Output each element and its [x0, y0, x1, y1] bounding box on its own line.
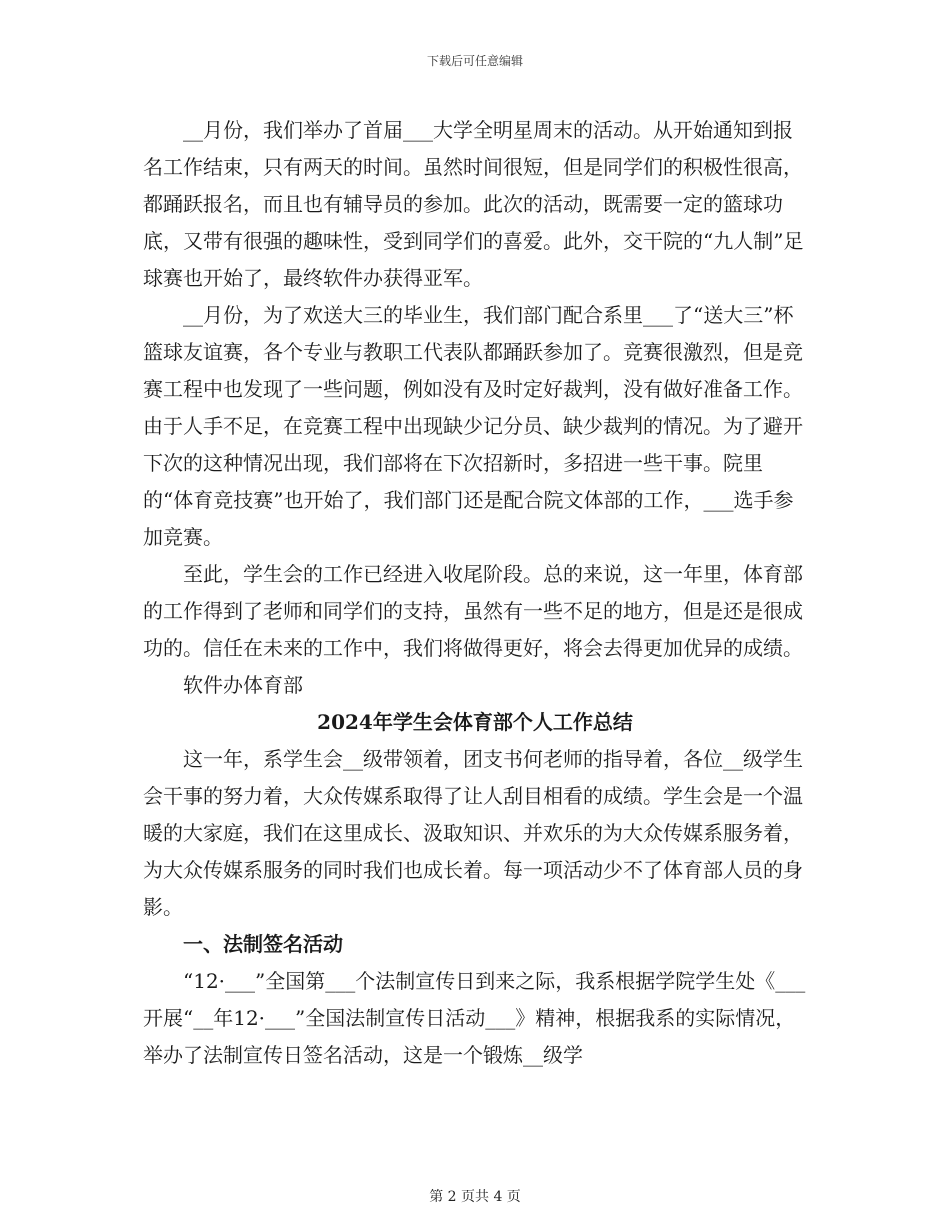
- paragraph-1: __月份，我们举办了首届___大学全明星周末的活动。从开始通知到报名工作结束，只有两天的时间。虽然时间很短，但是同学们的积极性很高，都踊跃报名，而且也有辅导员的参加。此次的活动，既需要一定的篮球功底，又带有很强的趣味性，受到同学们的喜爱。此外，交干院的“九人制”足球赛也开始了，最终软件办获得亚军。: [143, 118, 804, 290]
- paragraph-5: “12·___”全国第___个法制宣传日到来之际，我系根据学院学生处《___开展“__年12·___”全国法制宣传日活动___》精神，根据我系的实际情况，举办了法制宣传日签名活动，这是一个锻炼__级学: [143, 969, 806, 1067]
- signature: 软件办体育部: [183, 673, 303, 697]
- document-body: [143, 112, 807, 1074]
- document-title: 2024年学生会体育部个人工作总结: [317, 710, 633, 734]
- paragraph-4: 这一年，系学生会__级带领着，团支书何老师的指导着，各位__级学生会干事的努力着，大众传媒系取得了让人刮目相看的成绩。学生会是一个温暖的大家庭，我们在这里成长、汲取知识、并欢乐的为大众传媒系服务着，为大众传媒系服务的同时我们也成长着。每一项活动少不了体育部人员的身影。: [143, 747, 803, 919]
- paragraph-3: 至此，学生会的工作已经进入收尾阶段。总的来说，这一年里，体育部的工作得到了老师和同学们的支持，虽然有一些不足的地方，但是还是很成功的。信任在未来的工作中，我们将做得更好，将会去得更加优异的成绩。: [143, 562, 803, 660]
- page-footer: 第 2 页共 4 页: [429, 1189, 521, 1205]
- paragraph-2: __月份，为了欢送大三的毕业生，我们部门配合系里___了“送大三”杯篮球友谊赛，各个专业与教职工代表队都踊跃参加了。竞赛很激烈，但是竞赛工程中也发现了一些问题，例如没有及时定好裁判，没有做好准备工作。由于人手不足，在竞赛工程中出现缺少记分员、缺少裁判的情况。为了避开下次的这种情况出现，我们部将在下次招新时，多招进一些干事。院里的“体育竞技赛”也开始了，我们部门还是配合院文体部的工作，___选手参加竞赛。: [143, 303, 803, 549]
- section-heading-1: 一、法制签名活动: [183, 932, 343, 956]
- page-header: 下载后可任意编辑: [426, 54, 523, 68]
